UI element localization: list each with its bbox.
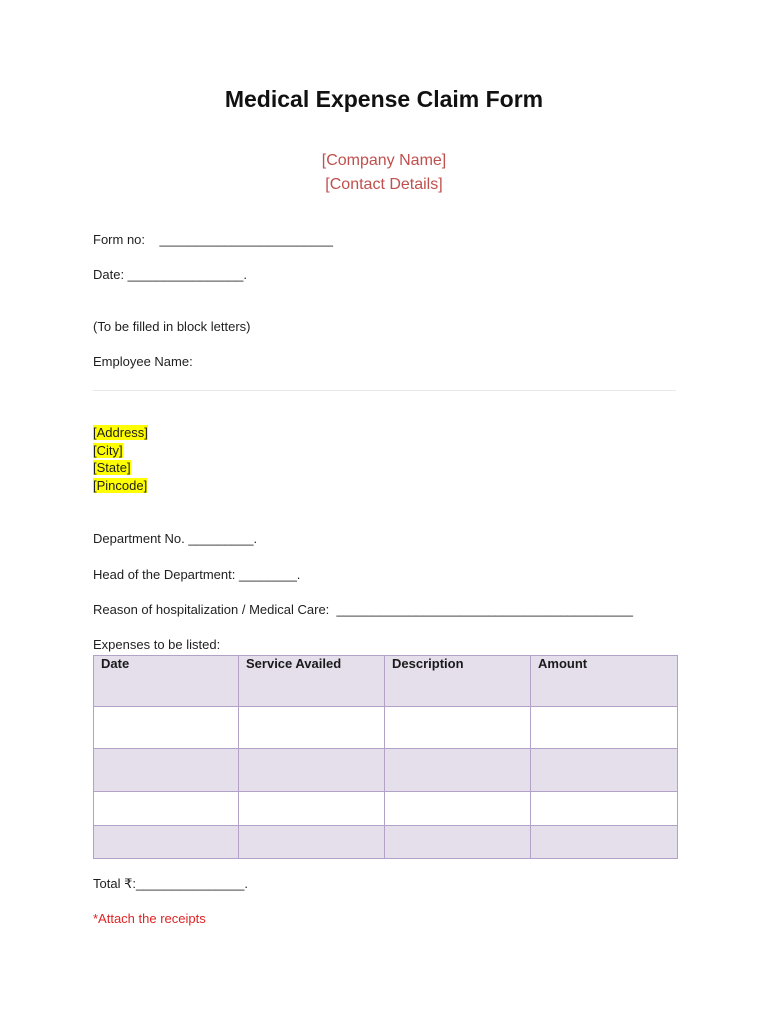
table-cell[interactable] xyxy=(94,749,239,792)
pincode-text: [Pincode] xyxy=(93,478,148,493)
table-cell[interactable] xyxy=(531,826,678,859)
table-row xyxy=(94,826,678,859)
attach-receipts-note: *Attach the receipts xyxy=(93,911,206,926)
header-amount: Amount xyxy=(531,656,678,707)
separator-line xyxy=(93,390,676,391)
company-name: [Company Name] xyxy=(321,152,447,169)
table-cell[interactable] xyxy=(531,707,678,749)
table-header-row xyxy=(94,656,678,707)
city-text: [City] xyxy=(93,443,123,458)
state-text: [State] xyxy=(93,460,131,475)
header-description: Description xyxy=(385,656,531,707)
state-placeholder[interactable] xyxy=(93,460,131,475)
table-cell[interactable] xyxy=(385,792,531,826)
address-text: [Address] xyxy=(93,425,148,440)
form-no-field[interactable]: Form no: ________________________ xyxy=(93,232,333,247)
table-cell[interactable] xyxy=(94,792,239,826)
reason-field[interactable]: Reason of hospitalization / Medical Care: _________________________________________ xyxy=(93,602,633,617)
expenses-table xyxy=(93,655,678,859)
table-row xyxy=(94,792,678,826)
total-field[interactable]: Total ₹:_______________. xyxy=(93,876,249,891)
expenses-label: Expenses to be listed: xyxy=(93,637,221,652)
head-of-department-field[interactable]: Head of the Department: ________. xyxy=(93,567,301,582)
contact-details: [Contact Details] xyxy=(325,176,443,193)
address-placeholder[interactable] xyxy=(93,425,148,440)
city-placeholder[interactable] xyxy=(93,443,123,458)
form-title: Medical Expense Claim Form xyxy=(224,86,544,112)
table-cell[interactable] xyxy=(239,749,385,792)
table-cell[interactable] xyxy=(531,792,678,826)
table-cell[interactable] xyxy=(239,792,385,826)
pincode-placeholder[interactable] xyxy=(93,478,147,493)
table-cell[interactable] xyxy=(385,749,531,792)
table-row xyxy=(94,707,678,749)
table-cell[interactable] xyxy=(94,826,239,859)
table-cell[interactable] xyxy=(239,826,385,859)
header-service-availed: Service Availed xyxy=(239,656,385,707)
table-cell[interactable] xyxy=(239,707,385,749)
table-cell[interactable] xyxy=(531,749,678,792)
table-cell[interactable] xyxy=(94,707,239,749)
department-no-field[interactable]: Department No. _________. xyxy=(93,531,258,546)
table-cell[interactable] xyxy=(385,707,531,749)
table-cell[interactable] xyxy=(385,826,531,859)
table-row xyxy=(94,749,678,792)
employee-name-field[interactable]: Employee Name: xyxy=(93,354,193,369)
header-date: Date xyxy=(94,656,239,707)
date-field[interactable]: Date: ________________. xyxy=(93,267,247,282)
block-letters-note: (To be filled in block letters) xyxy=(93,319,251,334)
